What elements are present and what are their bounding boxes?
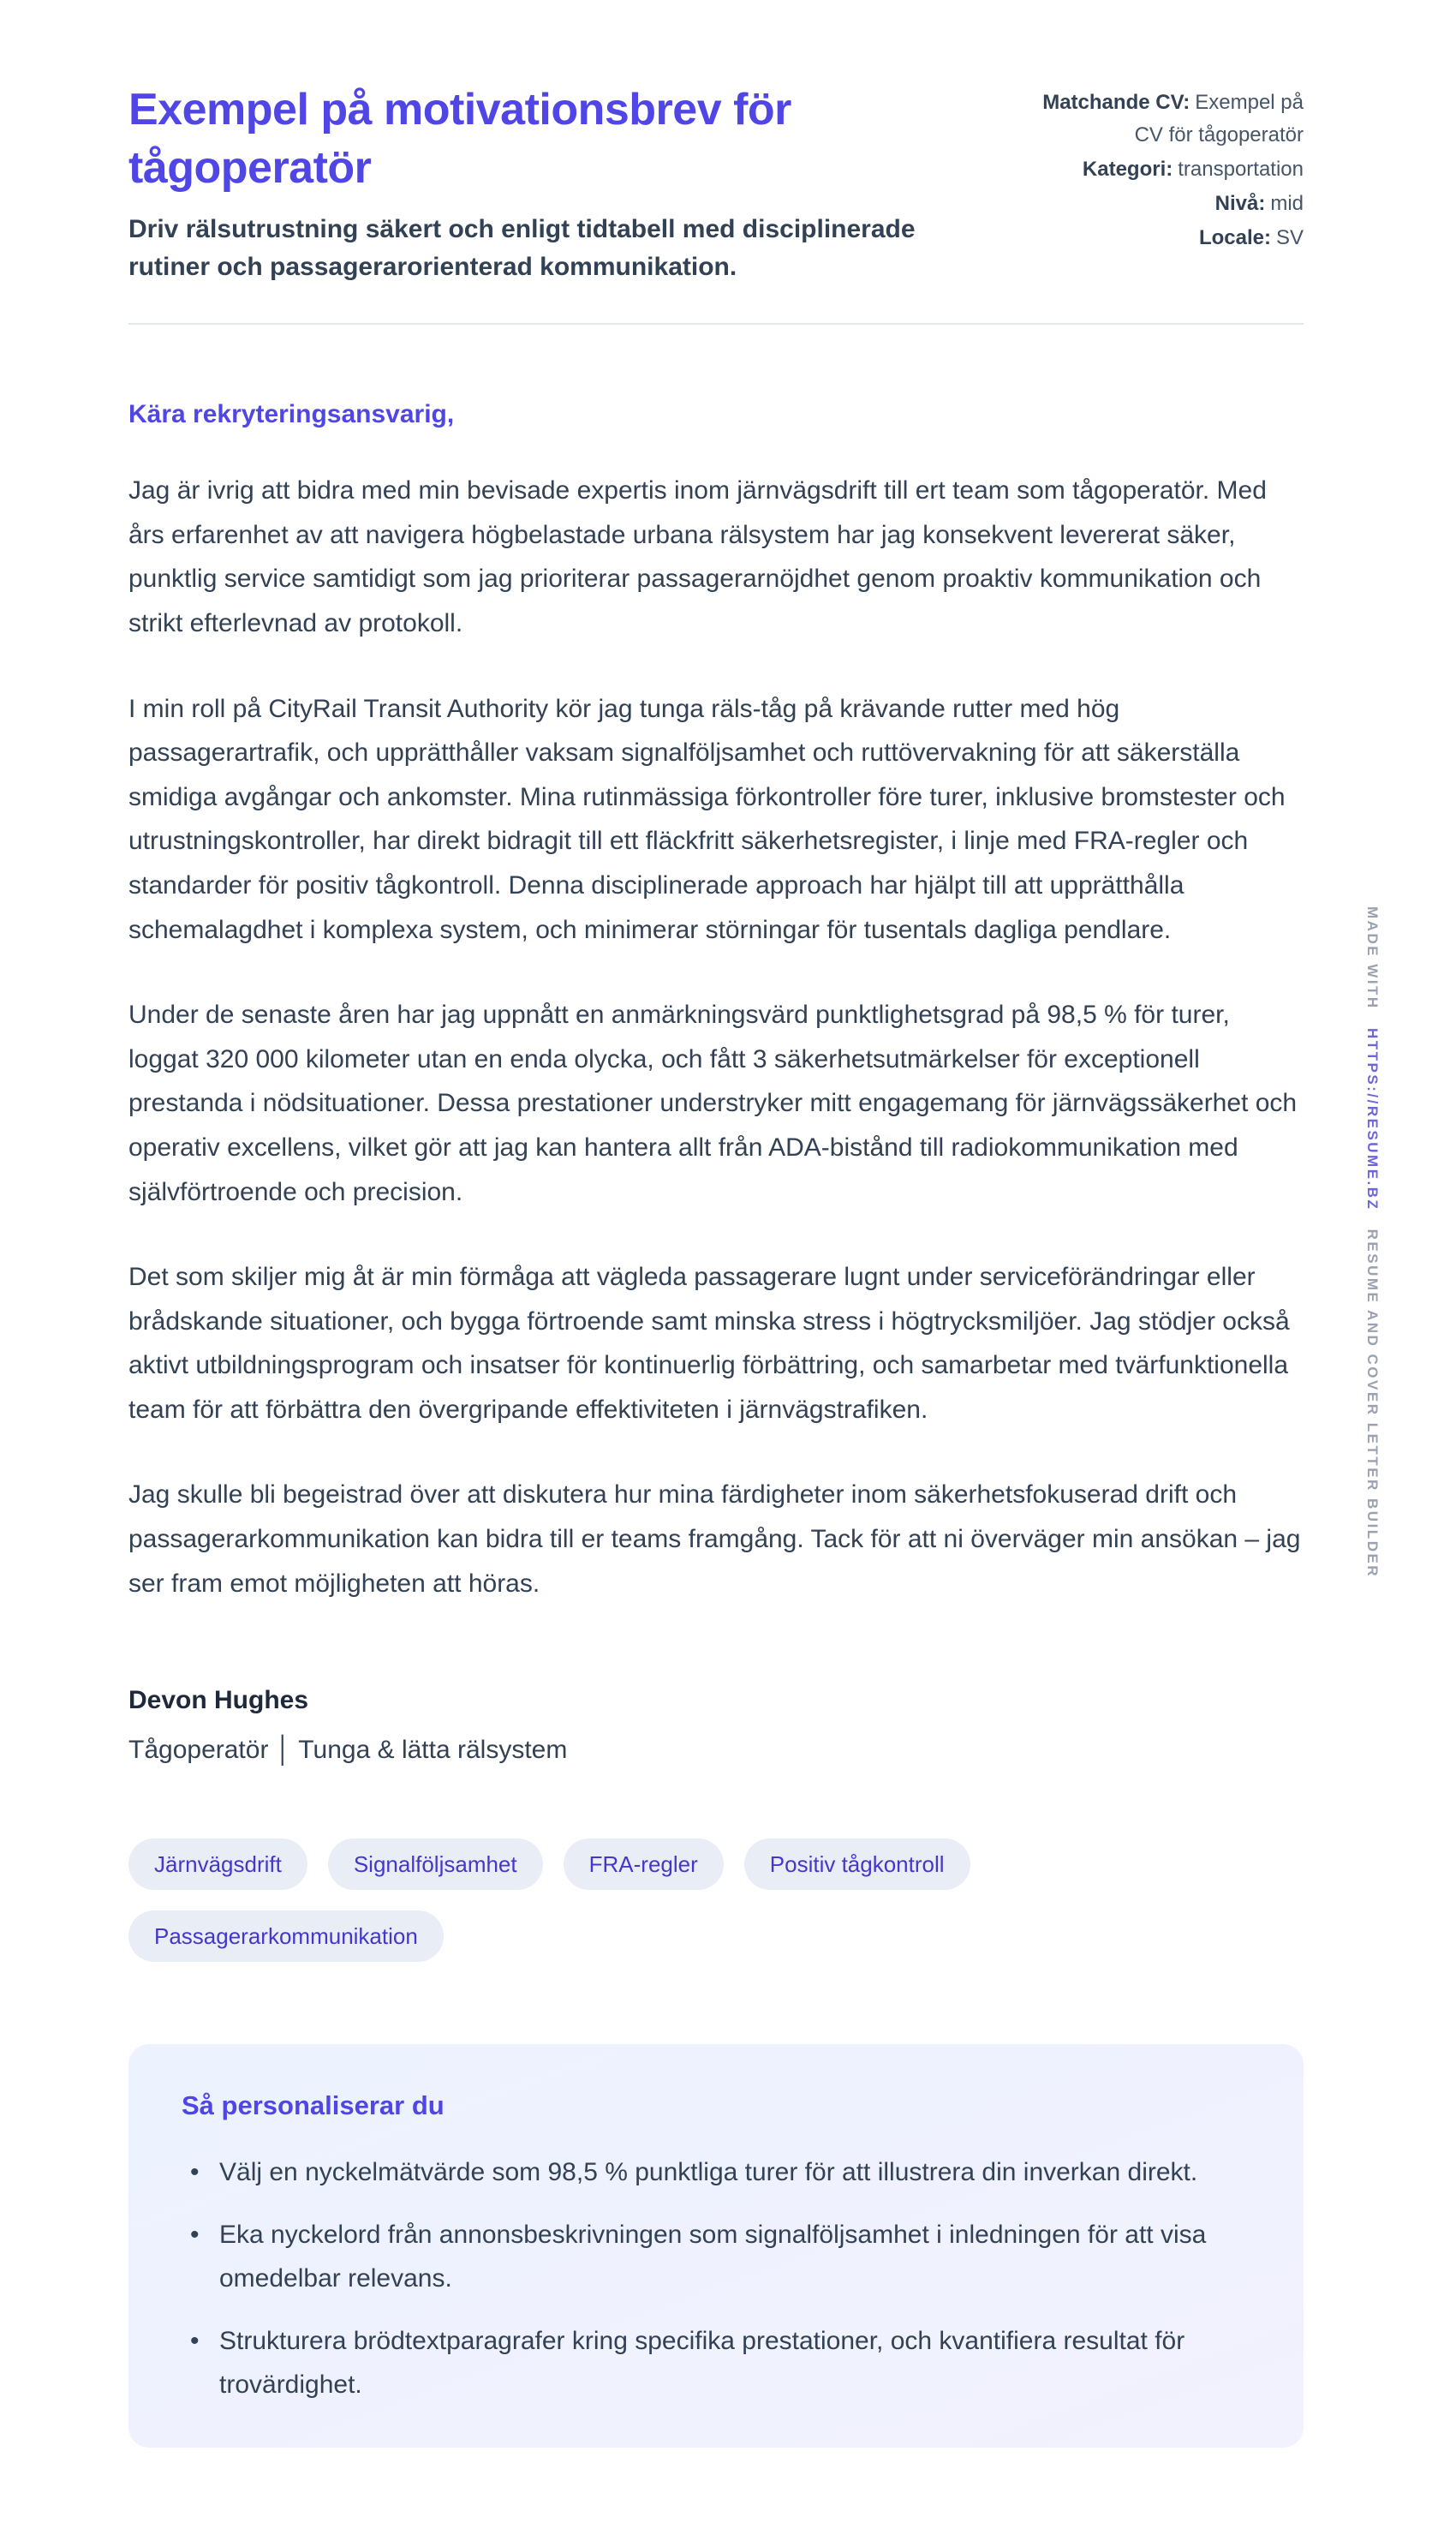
meta-label: Nivå:	[1214, 191, 1266, 215]
meta-value: transportation	[1178, 157, 1304, 181]
tips-title: Så personaliserar du	[182, 2090, 445, 2121]
tip-item-3: • Strukturera brödtextparagrafer kring specifika prestationer, och kvantifiera resultat för trovärdighet.	[182, 2319, 1250, 2406]
watermark-link[interactable]: HTTPS://RESUME.BZ	[1364, 1027, 1381, 1211]
signature-name: Devon Hughes	[128, 1686, 309, 1715]
letter-paragraph-3: Under de senaste åren har jag uppnått en anmärkningsvärd punktlighetsgrad på 98,5 % för turer, loggat 320 000 kilometer utan en enda olycka, och fått 3 säkerhetsutmärkelser för exceptionell prestanda i nödsituationer. Dessa prestationer understryker mitt engagemang för järnvägssäkerhet och operativ excellens, vilket gör att jag kan hantera allt från ADA-bistånd till radiokommunikation med självförtroende och precision.	[128, 1001, 1298, 1206]
meta-row-matching-cv	[1036, 87, 1304, 152]
tips-list	[182, 2150, 1250, 2406]
meta-value: SV	[1275, 225, 1304, 249]
meta-row-category	[1036, 153, 1304, 186]
meta-label: Locale:	[1198, 225, 1271, 249]
meta-label: Kategori:	[1082, 157, 1173, 181]
letter-paragraph-2: I min roll på CityRail Transit Authority kör jag tunga räls-tåg på krävande rutter med hög passagerartrafik, och upprätthåller vaksam signalföljsamhet och ruttövervakning för att säkerställa smidiga avgångar och ankomster. Mina rutinmässiga förkontroller före turer, inklusive bromstester och utrustningskontroller, har direkt bidragit till ett fläckfritt säkerhetsregister, i linje med FRA-regler och standarder för positiv tågkontroll. Denna disciplinerade approach har hjälpt till att upprätthålla schemalagdhet i komplexa system, och minimerar störningar för tusentals dagliga pendlare.	[128, 694, 1286, 944]
cover-letter-page	[128, 81, 1304, 2448]
letter-body	[128, 400, 1304, 1765]
meta-label: Matchande CV:	[1042, 91, 1190, 114]
tips-card	[128, 2044, 1304, 2448]
tag-badge-passenger-communication: Passagerarkommunikation	[128, 1910, 444, 1962]
meta-row-level	[1036, 188, 1304, 220]
watermark-suffix: RESUME AND COVER LETTER BUILDER	[1364, 1229, 1381, 1579]
page-subtitle: Driv rälsutrustning säkert och enligt tidtabell med disciplinerade rutiner och passagerarorienterad kommunikation.	[128, 215, 916, 281]
meta-panel	[1036, 81, 1304, 256]
letter-paragraph-5: Jag skulle bli begeistrad över att diskutera hur mina färdigheter inom säkerhetsfokuserad drift och passagerarkommunikation kan bidra till er teams framgång. Tack för att ni överväger min ansökan – jag ser fram emot möjligheten att höras.	[128, 1480, 1301, 1598]
tag-list	[128, 1838, 1304, 1962]
page-title: Exempel på motivationsbrev för tågoperatör	[128, 85, 791, 193]
tag-badge-signal-compliance: Signalföljsamhet	[328, 1838, 543, 1890]
watermark-made-with: MADE WITH	[1364, 906, 1381, 1010]
tag-badge-fra-rules: FRA-regler	[564, 1838, 724, 1890]
tag-badge-railway-operations: Järnvägsdrift	[128, 1838, 307, 1890]
meta-value: Exempel på CV för tågoperatör	[1134, 91, 1304, 146]
signature-role: Tågoperatör │ Tunga & lätta rälsystem	[128, 1736, 568, 1765]
tag-badge-positive-train-control: Positiv tågkontroll	[744, 1838, 970, 1890]
meta-value: mid	[1270, 191, 1304, 215]
letter-paragraph-1: Jag är ivrig att bidra med min bevisade expertis inom järnvägsdrift till ert team som tågoperatör. Med års erfarenhet av att navigera högbelastade urbana rälsystem har jag konsekvent levererat säker, punktlig service samtidigt som jag prioriterar passagerarnöjdhet genom proaktiv kommunikation och strikt efterlevnad av protokoll.	[128, 476, 1267, 637]
watermark	[1364, 906, 1381, 1578]
header-titles	[128, 81, 934, 285]
meta-row-locale	[1036, 222, 1304, 254]
letter-paragraph-4: Det som skiljer mig åt är min förmåga att vägleda passagerare lugnt under serviceförändringar eller brådskande situationer, och bygga förtroende samt minska stress i högtrycksmiljöer. Jag stödjer också aktivt utbildningsprogram och insatser för kontinuerlig förbättring, och samarbetar med tvärfunktionella team för att förbättra den övergripande effektiviteten i järnvägstrafiken.	[128, 1263, 1290, 1424]
tip-item-2: • Eka nyckelord från annonsbeskrivningen som signalföljsamhet i inledningen för att visa omedelbar relevans.	[182, 2213, 1250, 2300]
tip-item-1: • Välj en nyckelmätvärde som 98,5 % punktliga turer för att illustrera din inverkan direkt.	[182, 2150, 1250, 2194]
divider	[128, 323, 1304, 325]
greeting: Kära rekryteringsansvarig,	[128, 400, 455, 429]
header	[128, 81, 1304, 285]
